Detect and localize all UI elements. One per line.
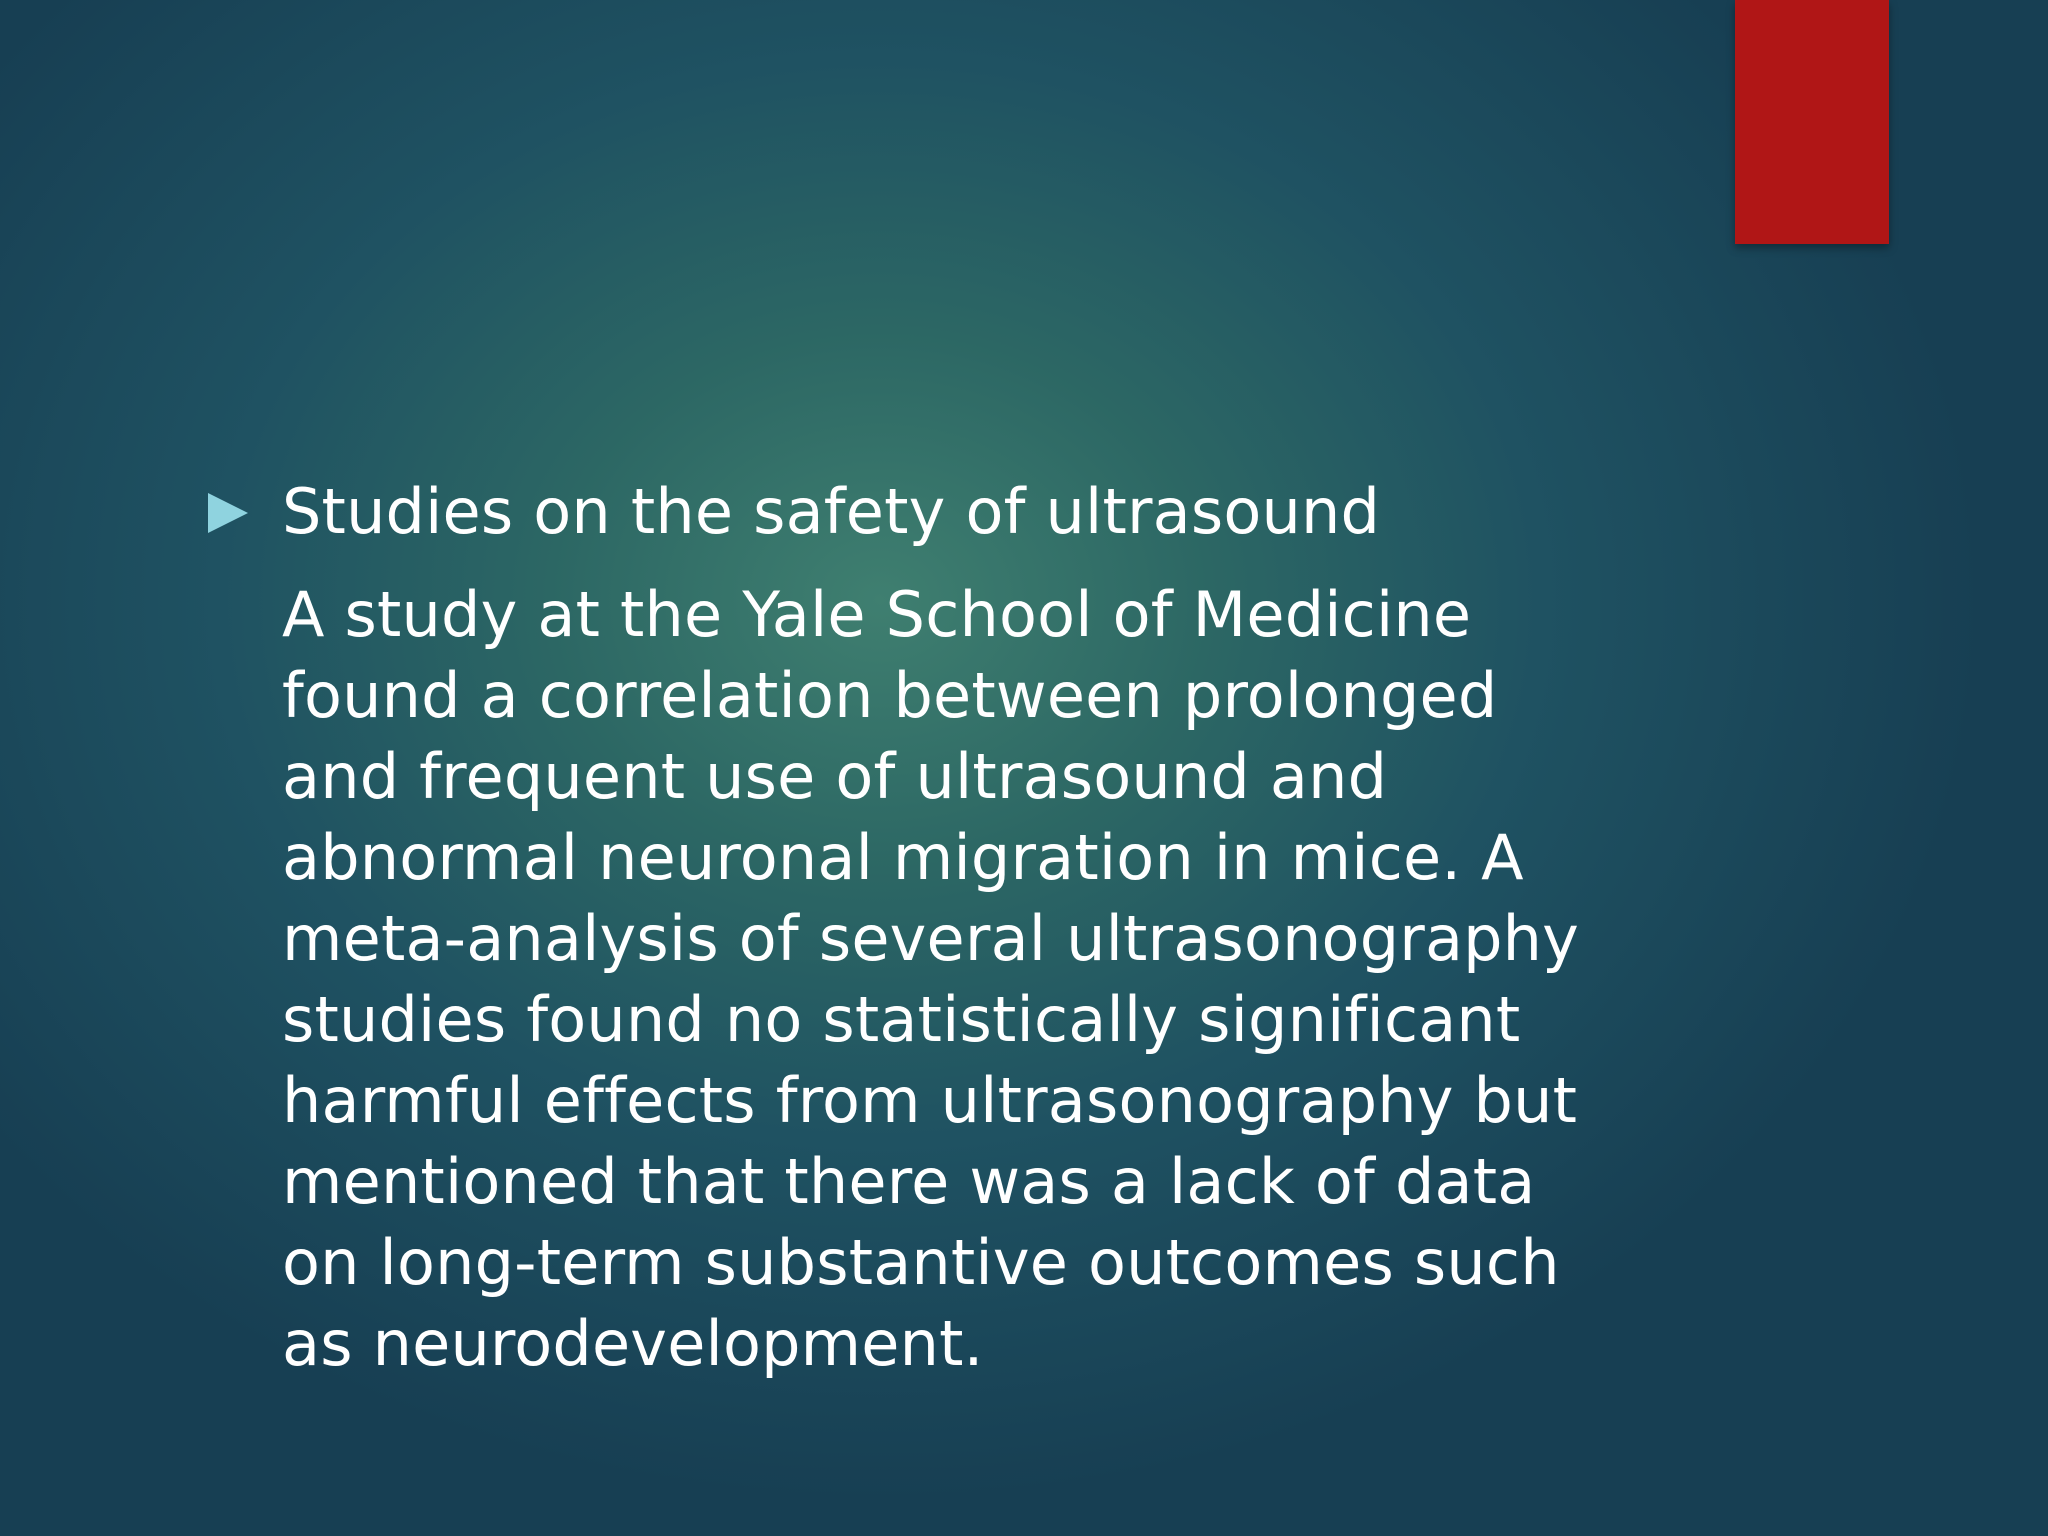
bullet-text: Studies on the safety of ultrasound	[282, 475, 1381, 548]
red-accent-tab	[1735, 0, 1889, 244]
triangle-right-icon	[208, 493, 248, 533]
bullet-item	[208, 470, 1648, 554]
slide-content	[208, 470, 1648, 1384]
body-paragraph: A study at the Yale School of Medicine found a correlation between prolonged and frequent use of ultrasound and abnormal neuronal migration in mice. A meta-analysis of several ultrasonography studies found no statistically significant harmful effects from ultrasonography but mentioned that there was a lack of data on long-term substantive outcomes such as neurodevelopment.	[282, 578, 1580, 1380]
